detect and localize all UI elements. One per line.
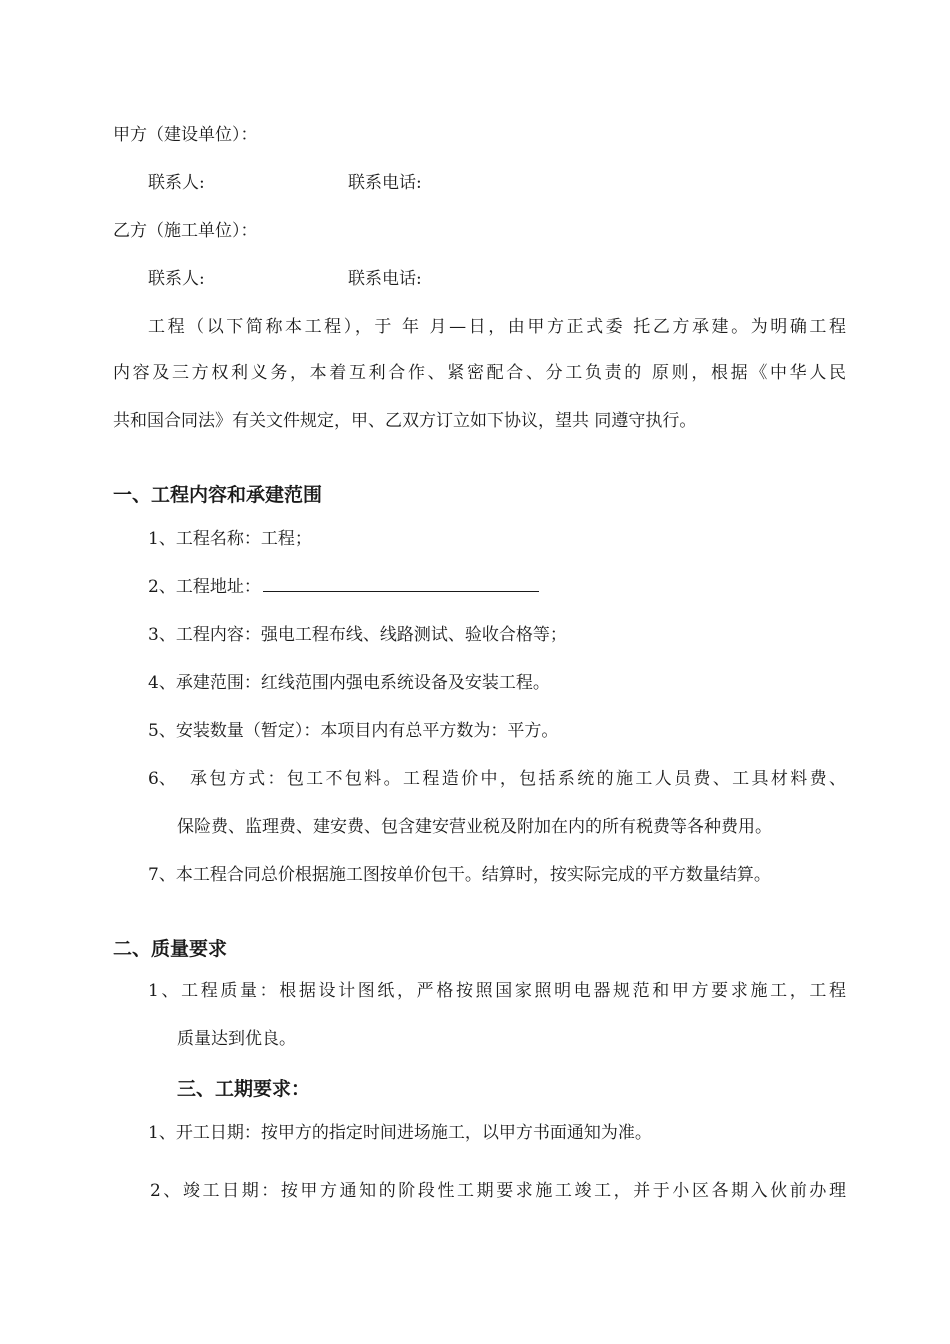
intro-line-1: 工程（以下简称本工程），于 年 月—日，由甲方正式委 托乙方承建。为明确工程: [148, 317, 846, 337]
section-1-item-1: 1、工程名称：工程；: [148, 529, 312, 549]
party-b-label: 乙方（施工单位）：: [113, 221, 258, 241]
section-1-item-7: 7、本工程合同总价根据施工图按单价包干。结算时，按实际完成的平方数量结算。: [148, 865, 771, 885]
section-2-item-1-line-1: 1、工程质量：根据设计图纸，严格按照国家照明电器规范和甲方要求施工，工程: [148, 981, 846, 1001]
party-a-label: 甲方（建设单位）：: [113, 125, 258, 145]
party-b-contact-label: 联系人:: [148, 269, 205, 289]
section-1-item-5: 5、安装数量（暂定）：本项目内有总平方数为：平方。: [148, 721, 559, 741]
party-a-phone-label: 联系电话:: [348, 173, 422, 193]
section-3-item-2: 2、竣工日期：按甲方通知的阶段性工期要求施工竣工，并于小区各期入伙前办理: [150, 1181, 846, 1201]
section-1-item-3: 3、工程内容：强电工程布线、线路测试、验收合格等；: [148, 625, 567, 645]
section-3-item-1: 1、开工日期：按甲方的指定时间进场施工，以甲方书面通知为准。: [148, 1123, 652, 1143]
section-1-item-4: 4、承建范围：红线范围内强电系统设备及安装工程。: [148, 673, 550, 693]
section-1-item-2-label: 2、工程地址：: [148, 577, 261, 597]
party-b-phone-label: 联系电话:: [348, 269, 422, 289]
section-1-item-6-line-1: 承包方式：包工不包料。工程造价中，包括系统的施工人员费、工具材料费、: [190, 769, 846, 789]
section-1-heading: 一、工程内容和承建范围: [113, 484, 323, 506]
party-a-contact-label: 联系人:: [148, 173, 205, 193]
section-2-heading: 二、质量要求: [113, 938, 228, 960]
address-blank-line: [263, 577, 539, 592]
section-2-item-1-line-2: 质量达到优良。: [177, 1029, 296, 1049]
section-1-item-2: [148, 576, 539, 598]
section-1-item-6-number: 6、: [148, 769, 176, 789]
section-1-item-6-line-2: 保险费、监理费、建安费、包含建安营业税及附加在内的所有税费等各种费用。: [177, 817, 772, 837]
section-3-heading: 三、工期要求：: [177, 1078, 311, 1100]
intro-line-3: 共和国合同法》有关文件规定，甲、乙双方订立如下协议，望共 同遵守执行。: [113, 411, 697, 431]
intro-line-2: 内容及三方权利义务，本着互利合作、紧密配合、分工负责的 原则，根据《中华人民: [113, 363, 846, 383]
